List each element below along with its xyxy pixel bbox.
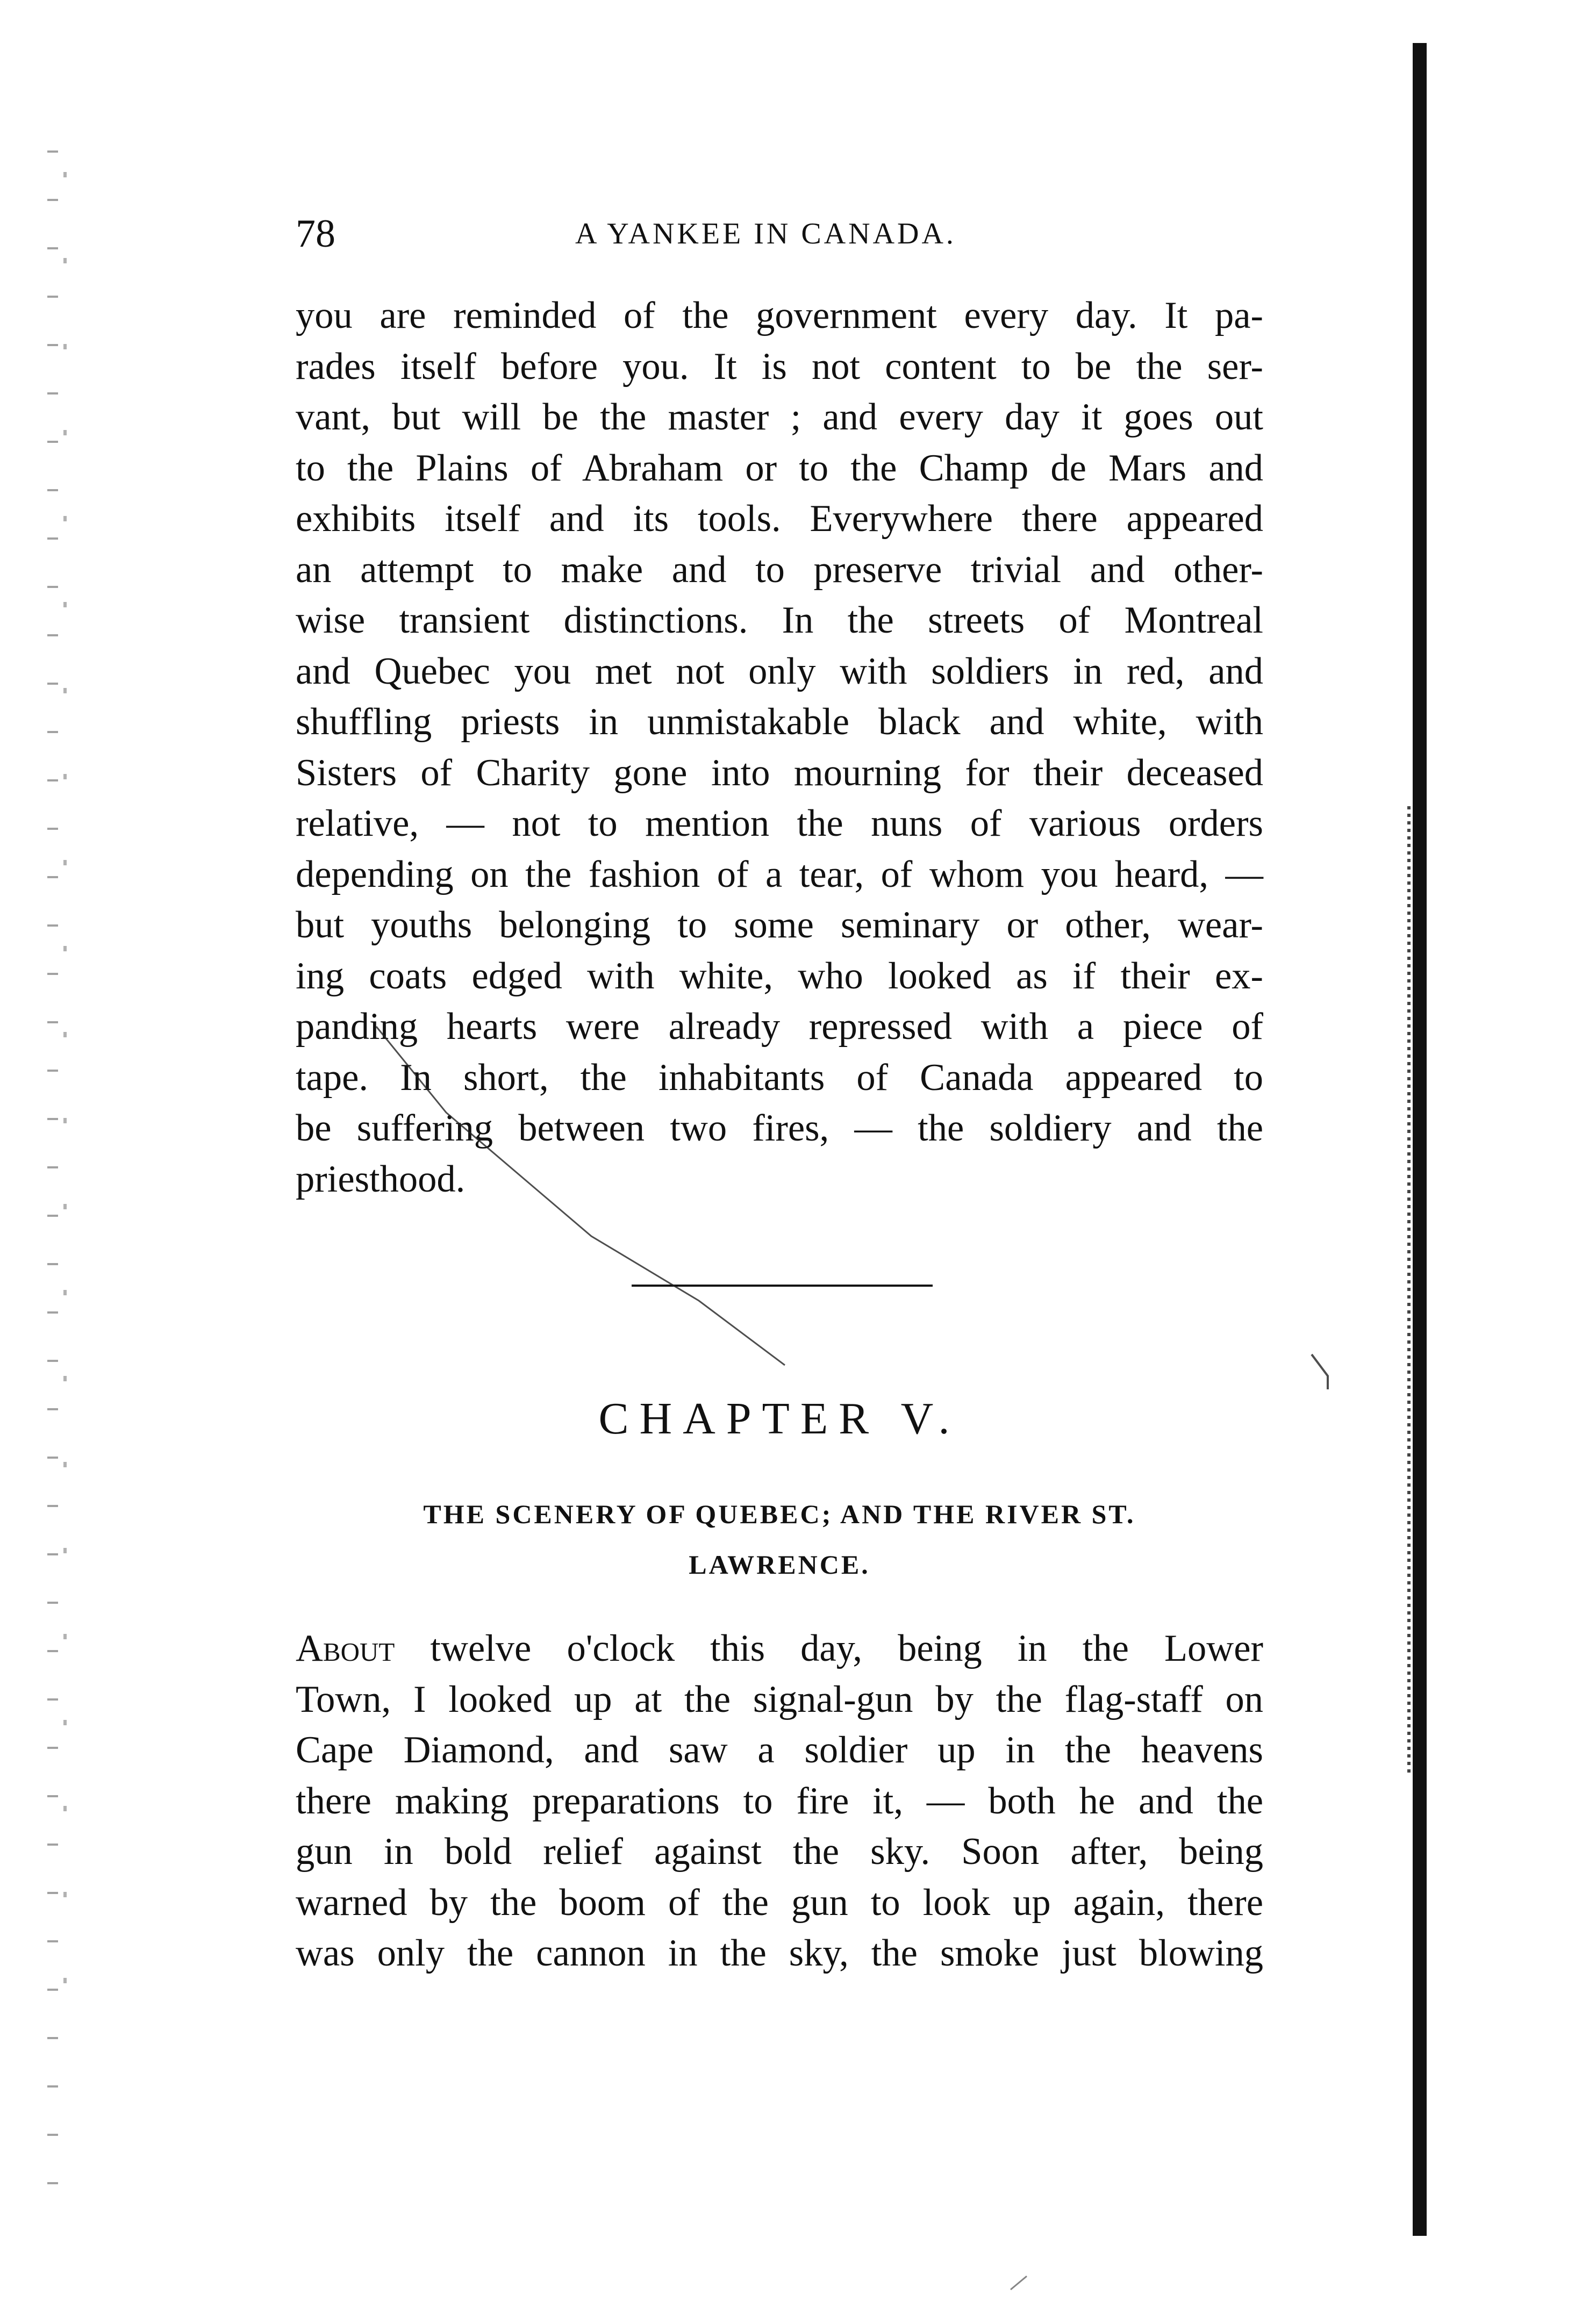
text-line: be suffering between two fires, — the soldiery and the [296,1107,1263,1149]
scan-edge-specks [47,150,58,2193]
body-text-section-one [296,290,1263,1204]
text-line: there making preparations to fire it, — both he and the [296,1780,1263,1822]
pencil-stroke [1312,1354,1328,1389]
text-line: you are reminded of the government every day. It pa- [296,295,1263,336]
text-line: an attempt to make and to preserve trivial and other- [296,548,1263,591]
text-line: exhibits itself and its tools. Everywhere there appeared [296,498,1263,540]
text-line: was only the cannon in the sky, the smoke just blowing [296,1932,1263,1974]
body-text-section-two [296,1623,1263,1979]
text-line: wise transient distinctions. In the streets of Montreal [296,599,1263,641]
text-line-opening [296,1623,1263,1674]
text-line: gun in bold relief against the sky. Soon after, being [296,1831,1263,1873]
text-line: tape. In short, the inhabitants of Canada appeared to [296,1056,1263,1099]
text-line: warned by the boom of the gun to look up again, there [296,1881,1263,1924]
chapter-subtitle-line: LAWRENCE. [689,1550,870,1580]
text-line: vant, but will be the master ; and every day it goes out [296,396,1263,438]
text-line: Town, I looked up at the signal-gun by the flag-staff on [296,1678,1263,1720]
text-line: Sisters of Charity gone into mourning for their deceased [296,751,1263,794]
scan-binding-texture [1407,806,1411,1774]
page-header [296,204,1263,263]
text-line: shuffling priests in unmistakable black and white, with [296,701,1263,743]
text-line: ing coats edged with white, who looked as if their ex- [296,955,1263,997]
opening-word: About [296,1627,395,1669]
scan-binding-edge [1413,43,1427,2236]
text-line: depending on the fashion of a tear, of whom you heard, — [296,853,1263,895]
text-line: but youths belonging to some seminary or other, wear- [296,904,1263,946]
text-line: panding hearts were already repressed with a piece of [296,1006,1263,1048]
page-number: 78 [296,212,335,256]
text-line: priesthood. [296,1158,466,1200]
running-head: A YANKEE IN CANADA. [575,217,956,250]
chapter-subtitle-line: THE SCENERY OF QUEBEC; AND THE RIVER ST. [423,1499,1136,1529]
text-line: and Quebec you met not only with soldiers in red, and [296,650,1263,692]
chapter-subtitle [296,1489,1263,1590]
text-line: relative, — not to mention the nuns of various orders [296,802,1263,844]
pencil-stroke [1011,2276,1027,2290]
text-line: rades itself before you. It is not content to be the ser- [296,345,1263,388]
text-line: Cape Diamond, and saw a soldier up in the heavens [296,1729,1263,1771]
scan-edge-specks-secondary [63,172,67,2053]
text-line: to the Plains of Abraham or to the Champ de Mars and [296,447,1263,489]
chapter-heading: CHAPTER V. [598,1394,961,1444]
opening-line-rest: twelve o'clock this day, being in the Lower [395,1627,1263,1669]
section-divider-rule [632,1285,933,1287]
